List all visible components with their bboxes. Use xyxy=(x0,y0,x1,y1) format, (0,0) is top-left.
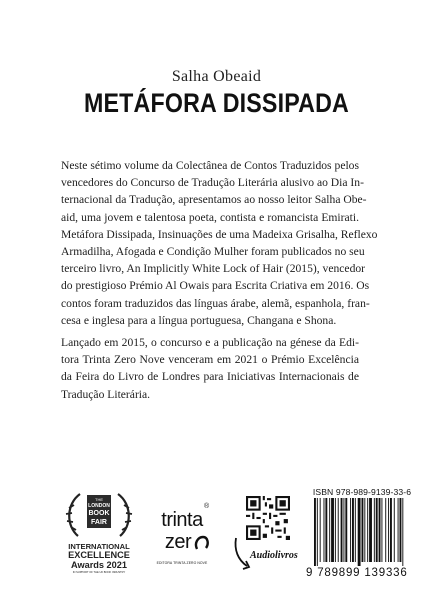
badge-text-line: FAIR xyxy=(91,519,107,526)
award-tagline: IN SUPPORT OF THE UK BOOK INDUSTRY xyxy=(72,571,126,574)
barcode-bar xyxy=(355,498,356,562)
text-line: Metáfora Dissipada, Insinuações de uma Madeixa Grisalha, Reflexo xyxy=(61,227,378,241)
publisher-word-2: zer xyxy=(164,531,192,553)
london-book-fair-award-logo xyxy=(60,486,138,576)
barcode-bar xyxy=(358,498,361,566)
author-name: Salha Obeaid xyxy=(171,68,262,85)
text-line: aid, uma jovem e talentosa poeta, contista e romancista Emirati. xyxy=(61,210,359,224)
text-line: Armadilha, Afogada e Condição Mulher foram publicados no seu xyxy=(61,245,365,259)
isbn-label: ISBN 978-989-9139-33-6 xyxy=(312,487,412,497)
badge-text-line: LONDON xyxy=(88,503,110,509)
barcode-bar xyxy=(364,498,365,562)
text-line: vencedores do Concurso de Tradução Literária alusivo ao Dia In- xyxy=(61,176,364,190)
barcode-bar xyxy=(329,498,330,562)
barcode-bar xyxy=(338,498,339,562)
synopsis-paragraph-1 xyxy=(61,157,378,329)
text-line: Lançado em 2015, o concurso e a publicação na génese da Edi- xyxy=(61,336,359,349)
qr-caption: Audiolivros xyxy=(250,550,298,561)
publisher-tagline: EDITORA TRINTA ZERO NOVE xyxy=(156,561,208,565)
barcode-bar xyxy=(335,498,336,562)
text-line: contos foram traduzidos das línguas árabe, alemã, espanhola, fran- xyxy=(61,296,370,310)
barcode-bar xyxy=(352,498,354,562)
text-line: Tradução Literária. xyxy=(61,387,151,401)
barcode-bar xyxy=(402,498,403,566)
text-line: da Feira do Livro de Londres para Iniciativas Internacionais de xyxy=(61,370,359,384)
barcode-bar xyxy=(320,498,321,562)
text-line: do prestigioso Prémio Al Owais para Escrita Criativa em 2016. Os xyxy=(61,279,370,293)
barcode-bar xyxy=(388,498,389,562)
book-title: METÁFORA DISSIPADA xyxy=(84,88,349,118)
award-badge-icon xyxy=(60,486,138,542)
barcode-bar xyxy=(345,498,347,562)
barcode-bar xyxy=(390,498,392,562)
barcode-bar xyxy=(367,498,368,562)
barcode-bar xyxy=(317,498,318,566)
award-line-1: INTERNATIONAL xyxy=(68,542,130,551)
synopsis-paragraph-2 xyxy=(61,334,359,403)
barcode-number: 9 789899 139336 xyxy=(306,567,408,579)
text-line: ternacional da Tradução, apresentamos ao nosso leitor Salha Obe- xyxy=(61,193,367,207)
barcode-bar xyxy=(362,498,364,562)
barcode-bar xyxy=(398,498,399,562)
badge-text-line: THE xyxy=(95,497,103,502)
text-line: terceiro livro, An Implicitly White Lock of Hair (2015), vencedor xyxy=(61,262,366,276)
barcode-bar xyxy=(369,498,372,562)
barcode-bar xyxy=(331,498,334,562)
barcode-bar xyxy=(400,498,402,562)
barcode-bar xyxy=(381,498,382,562)
barcode-bar xyxy=(374,498,375,562)
barcode-bar xyxy=(350,498,351,562)
barcode-bar xyxy=(341,498,343,562)
barcode-bar xyxy=(376,498,378,562)
award-line-2: EXCELLENCE xyxy=(68,550,130,560)
text-line: cesa e inglesa para a língua portuguesa, Changana e Shona. xyxy=(61,313,337,327)
barcode-bar xyxy=(343,498,344,562)
zero-swoosh-icon xyxy=(194,535,210,553)
barcode-bar xyxy=(325,498,327,562)
text-line: Neste sétimo volume da Colectânea de Contos Traduzidos pelos xyxy=(61,159,359,172)
barcode-bar xyxy=(385,498,386,562)
registered-mark: ® xyxy=(204,503,210,510)
audiobook-qr-block xyxy=(238,490,298,582)
text-line: tora Trinta Zero Nove venceram em 2021 o Prémio Excelência xyxy=(61,353,359,367)
qr-code-icon[interactable] xyxy=(246,496,290,540)
barcode-bar xyxy=(394,498,395,562)
publisher-word-1: trinta xyxy=(161,509,203,531)
award-line-3: Awards 2021 xyxy=(70,560,127,570)
barcode-bar xyxy=(324,498,325,562)
badge-text-line: BOOK xyxy=(88,510,110,517)
publisher-logo xyxy=(150,497,214,577)
barcode-bar xyxy=(314,498,316,566)
barcode-bar xyxy=(379,498,381,562)
